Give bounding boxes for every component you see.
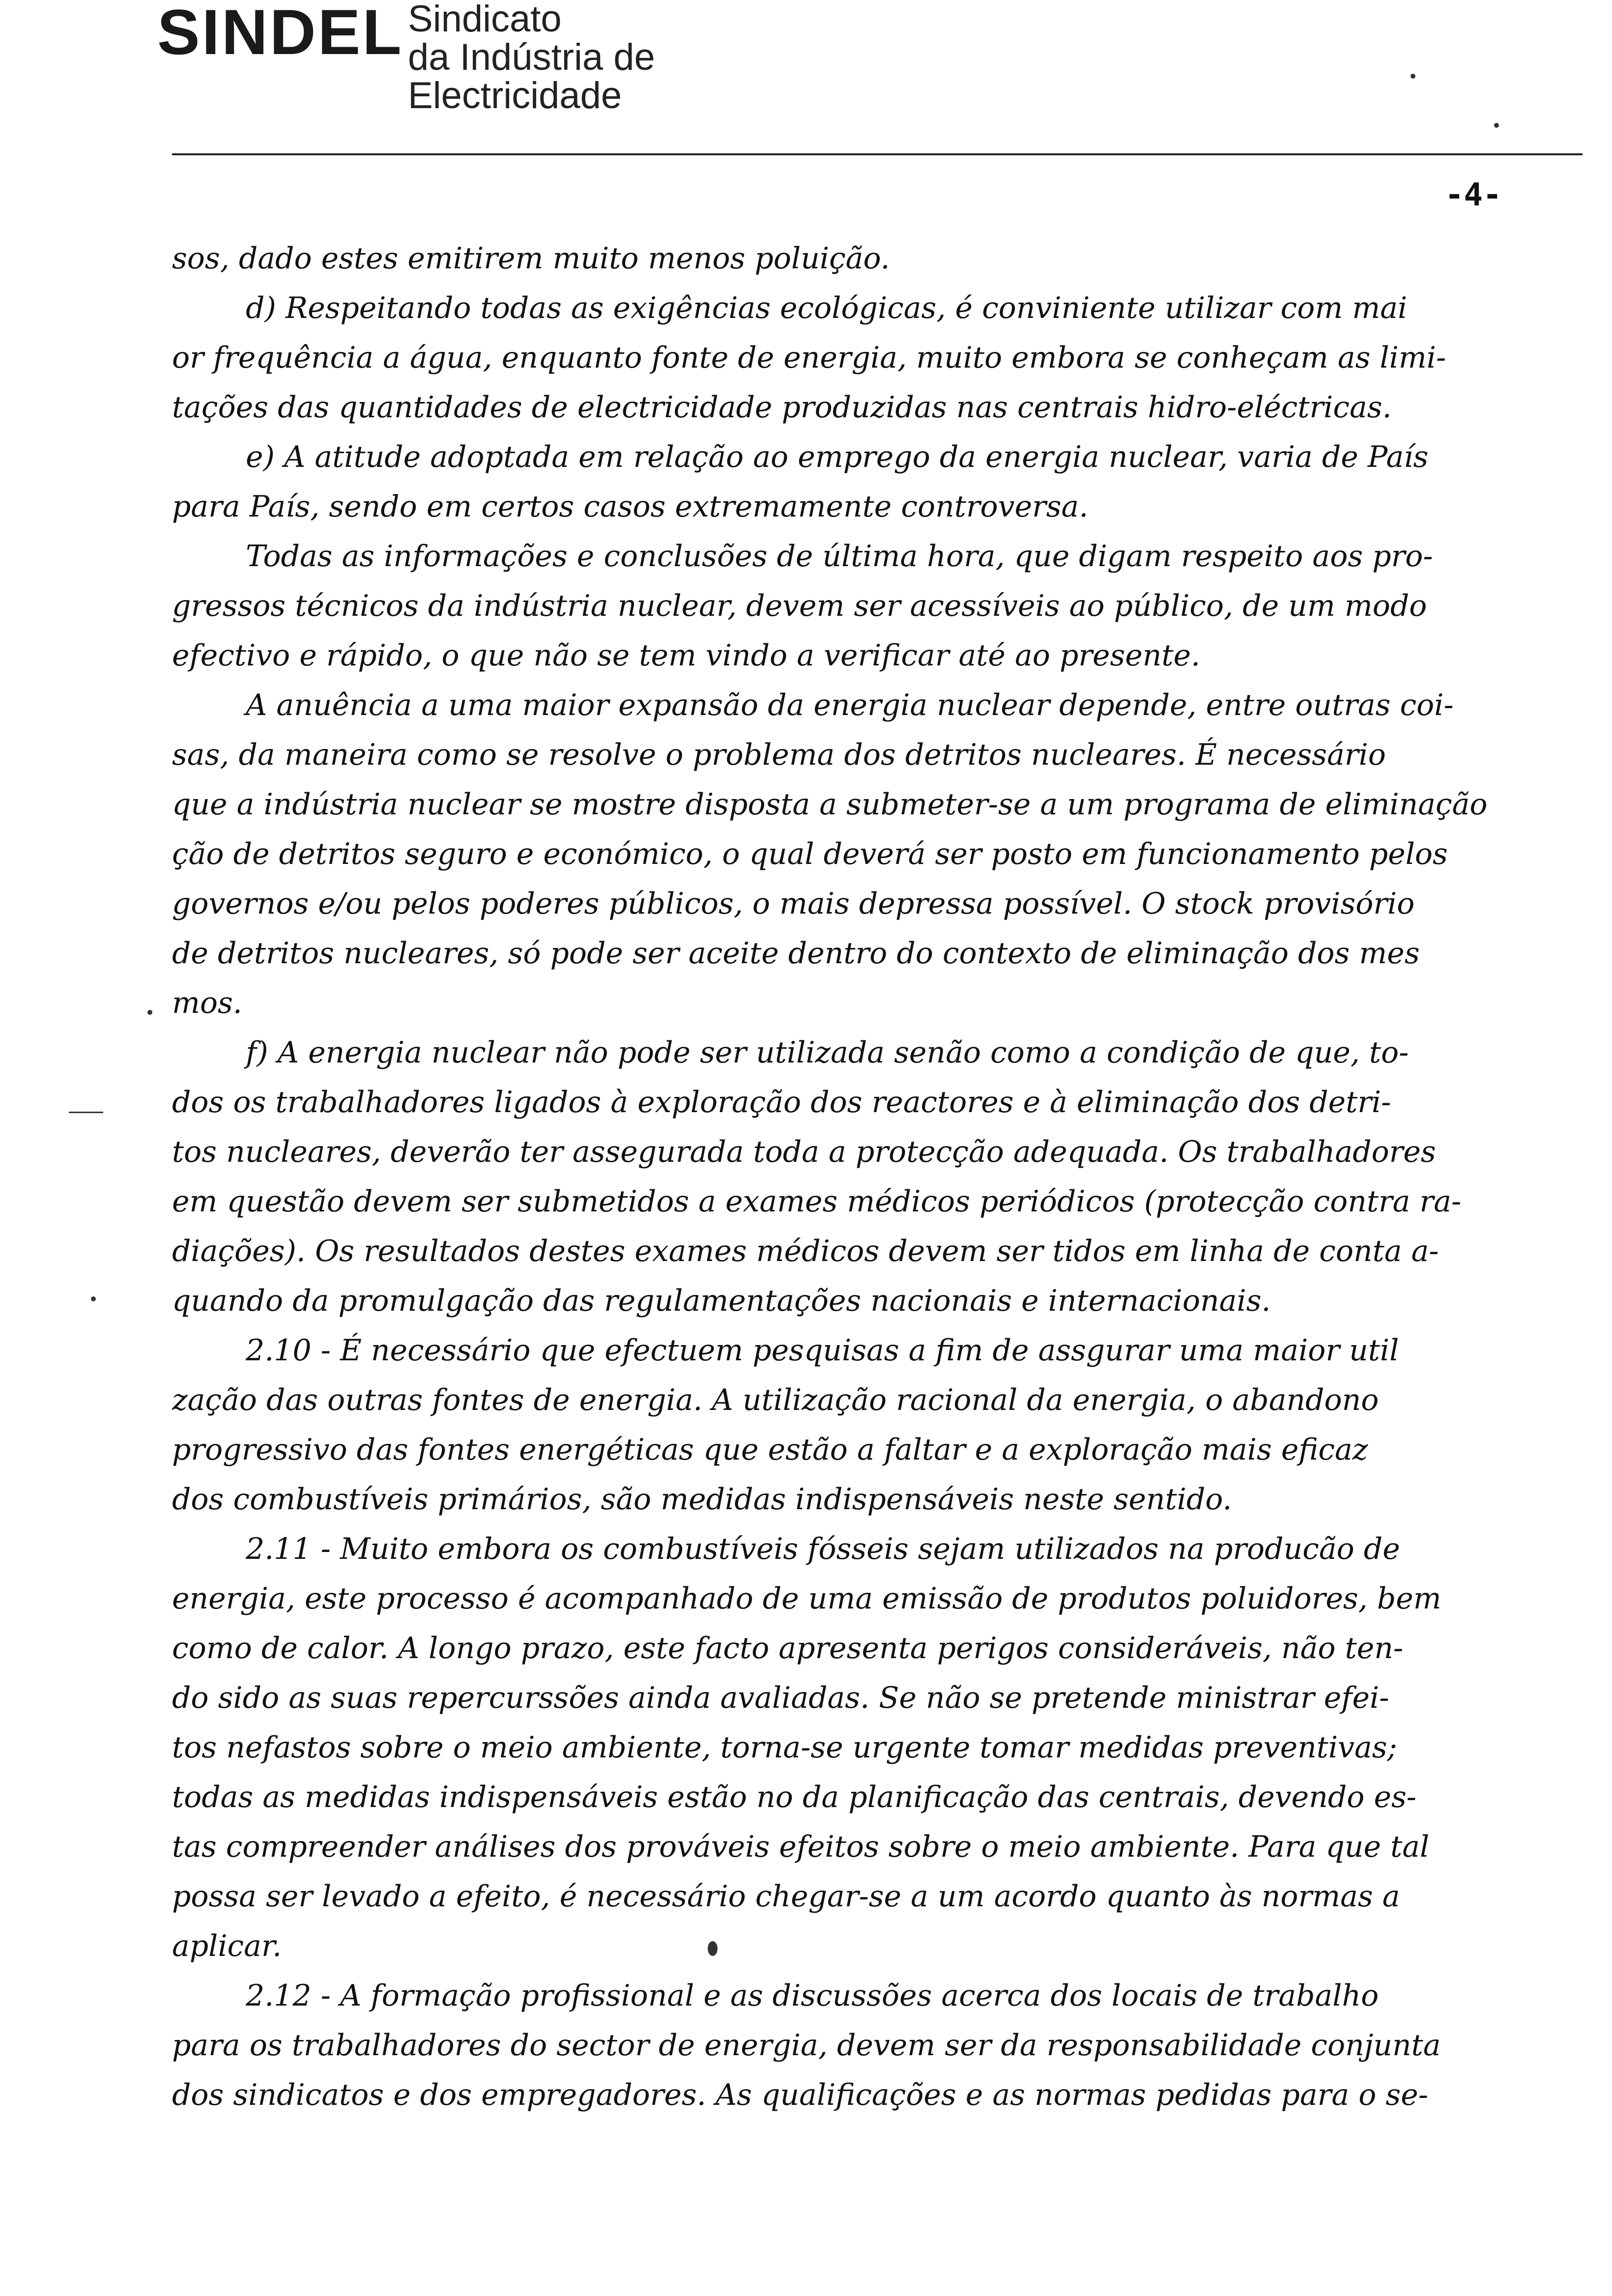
text-line: tas compreender análises dos prováveis efeitos sobre o meio ambiente. Para que tal [172, 1830, 1430, 1864]
text-line: aplicar. [172, 1929, 282, 1963]
text-line: do sido as suas repercurssões ainda avaliadas. Se não se pretende ministrar efei- [172, 1681, 1389, 1715]
text-line: or frequência a água, enquanto fonte de energia, muito embora se conheçam as limi- [172, 341, 1446, 375]
text-line: dos combustíveis primários, são medidas indispensáveis neste sentido. [172, 1482, 1232, 1517]
paragraph [172, 432, 1573, 532]
paragraph [172, 284, 1573, 432]
text-line: progressivo das fontes energéticas que estão a faltar e a exploração mais eficaz [172, 1433, 1368, 1467]
document-body [172, 234, 1573, 2120]
text-line: 2.11 - Muito embora os combustíveis fósseis sejam utilizados na producão de [246, 1532, 1400, 1566]
text-line: dos sindicatos e dos empregadores. As qualificações e as normas pedidas para o se- [172, 2078, 1429, 2112]
text-line: sas, da maneira como se resolve o problema dos detritos nucleares. É necessário [172, 738, 1386, 772]
paragraph [172, 681, 1573, 1028]
paragraph [172, 1971, 1573, 2120]
text-line: tos nefastos sobre o meio ambiente, torna-se urgente tomar medidas preventivas; [172, 1730, 1397, 1765]
text-line: quando da promulgação das regulamentações nacionais e internacionais. [172, 1284, 1271, 1318]
text-line: que a indústria nuclear se mostre disposta a submeter-se a um programa de eliminação [172, 787, 1488, 822]
org-line: Sindicato [408, 0, 562, 40]
paragraph [172, 1326, 1573, 1524]
text-line: sos, dado estes emitirem muito menos poluição. [172, 241, 890, 276]
text-line: possa ser levado a efeito, é necessário chegar-se a um acordo quanto às normas a [172, 1879, 1400, 1914]
text-line: diações). Os resultados destes exames médicos devem ser tidos em linha de conta a- [172, 1234, 1439, 1268]
letterhead [147, 0, 737, 128]
scan-speck [91, 1296, 96, 1301]
paragraph [172, 1524, 1573, 1971]
margin-mark [69, 1112, 103, 1113]
text-line: todas as medidas indispensáveis estão no da planificação das centrais, devendo es- [172, 1780, 1417, 1814]
paragraph [172, 234, 1573, 284]
text-line: 2.12 - A formação profissional e as discussões acerca dos locais de trabalho [246, 1979, 1379, 2013]
text-line: ção de detritos seguro e económico, o qual deverá ser posto em funcionamento pelos [172, 837, 1448, 871]
paragraph [172, 532, 1573, 681]
text-line: efectivo e rápido, o que não se tem vindo a verificar até ao presente. [172, 638, 1201, 673]
text-line: 2.10 - É necessário que efectuem pesquisas a fim de assgurar uma maior util [246, 1333, 1399, 1368]
text-line: mos. [172, 986, 242, 1020]
text-line: dos os trabalhadores ligados à exploração dos reactores e à eliminação dos detri- [172, 1085, 1391, 1119]
text-line: em questão devem ser submetidos a exames médicos periódicos (protecção contra ra- [172, 1184, 1462, 1219]
text-line: de detritos nucleares, só pode ser aceite dentro do contexto de eliminação dos mes [172, 936, 1420, 971]
scan-speck [1410, 74, 1415, 79]
sindel-logo: SINDEL [157, 0, 403, 68]
text-line: tações das quantidades de electricidade produzidas nas centrais hidro-eléctricas. [172, 390, 1392, 425]
text-line: para os trabalhadores do sector de energia, devem ser da responsabilidade conjunta [172, 2028, 1441, 2063]
text-line: zação das outras fontes de energia. A utilização racional da energia, o abandono [172, 1383, 1379, 1417]
page-number: -4- [1445, 177, 1502, 213]
text-line: como de calor. A longo prazo, este facto apresenta perigos consideráveis, não ten- [172, 1631, 1404, 1665]
text-line: para País, sendo em certos casos extremamente controversa. [172, 489, 1089, 524]
text-line: f) A energia nuclear não pode ser utilizada senão como a condição de que, to- [246, 1035, 1409, 1070]
scan-speck [1494, 123, 1499, 128]
scan-speck [147, 1010, 152, 1015]
paragraph [172, 1028, 1573, 1326]
org-line: Electricidade [408, 75, 622, 116]
text-line: A anuência a uma maior expansão da energia nuclear depende, entre outras coi- [246, 688, 1454, 722]
text-line: energia, este processo é acompanhado de uma emissão de produtos poluidores, bem [172, 1581, 1441, 1616]
text-line: governos e/ou pelos poderes públicos, o mais depressa possível. O stock provisório [172, 887, 1415, 921]
organization-name [408, 0, 655, 115]
text-line: Todas as informações e conclusões de última hora, que digam respeito aos pro- [246, 539, 1433, 574]
text-line: e) A atitude adoptada em relação ao emprego da energia nuclear, varia de País [246, 440, 1429, 474]
text-line: d) Respeitando todas as exigências ecológicas, é conviniente utilizar com mai [246, 291, 1408, 325]
text-line: gressos técnicos da indústria nuclear, devem ser acessíveis ao público, de um modo [172, 589, 1427, 623]
header-rule [172, 153, 1583, 155]
text-line: tos nucleares, deverão ter assegurada toda a protecção adequada. Os trabalhadores [172, 1135, 1436, 1169]
org-line: da Indústria de [408, 36, 655, 78]
